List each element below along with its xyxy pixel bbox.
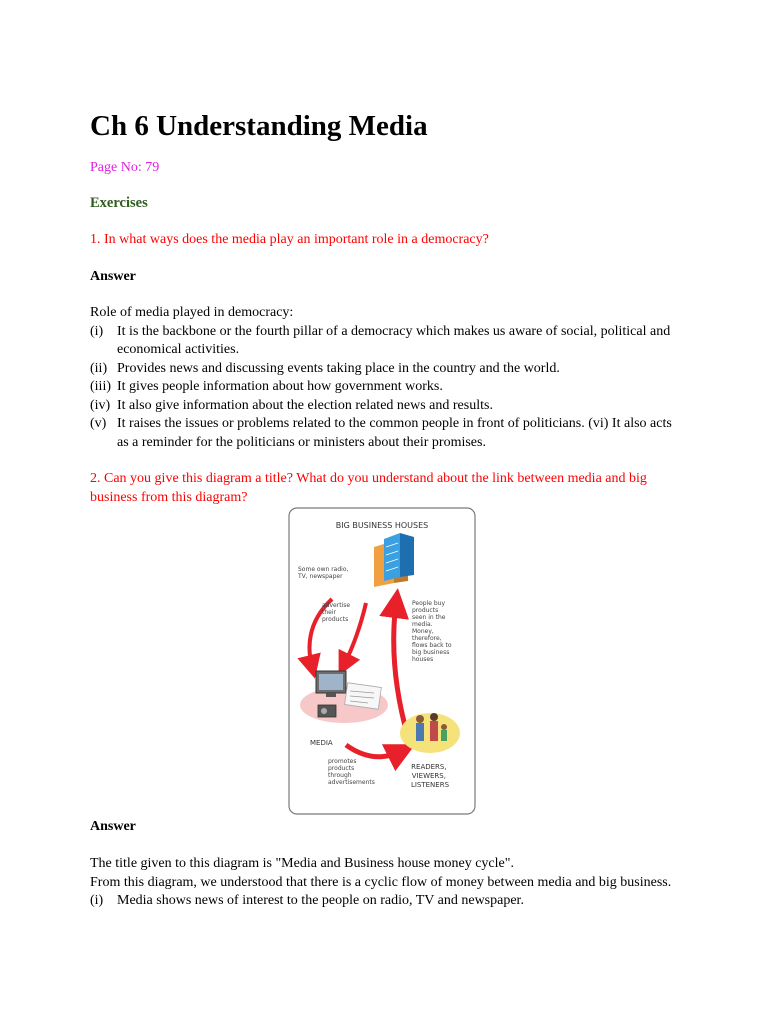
question-1: 1. In what ways does the media play an important role in a democracy?	[90, 232, 489, 247]
media-label: MEDIA	[310, 739, 333, 747]
people-icon	[400, 713, 460, 753]
list-item-number: (v)	[90, 416, 107, 431]
list-item-text: It raises the issues or problems related to the common people in front of politicians. (vi) It also acts as a reminder for the politicians or ministers about their promises.	[117, 416, 672, 450]
list-item-number: (ii)	[90, 360, 108, 376]
diagram-heading: BIG BUSINESS HOUSES	[335, 521, 429, 530]
answer-label-2: Answer	[90, 819, 136, 834]
advertise-label: advertise their products	[322, 602, 351, 623]
list-item-text: It gives people information about how government works.	[117, 379, 443, 394]
answer-1-list	[90, 323, 680, 453]
list-item	[90, 397, 680, 416]
list-item-number: (iii)	[90, 379, 111, 394]
answer-label-1: Answer	[90, 269, 136, 284]
answer-1-body	[90, 304, 680, 452]
answer-1-intro: Role of media played in democracy:	[90, 305, 294, 320]
promotes-label: promotes products through advertisements	[328, 758, 375, 786]
answer-2-body	[90, 855, 680, 911]
list-item-number: (i)	[90, 323, 104, 339]
list-item-text: It is the backbone or the fourth pillar of a democracy which makes us aware of social, political and economical activities.	[117, 323, 671, 357]
question-2: 2. Can you give this diagram a title? What do you understand about the link between media and big business from this diagram?	[90, 471, 647, 505]
list-item-text: Media shows news of interest to the people on radio, TV and newspaper.	[117, 893, 524, 908]
list-item-text: Provides news and discussing events taking place in the country and the world.	[117, 360, 560, 376]
media-business-diagram	[288, 507, 478, 817]
list-item	[90, 892, 680, 911]
list-item	[90, 360, 680, 379]
section-heading: Exercises	[90, 195, 148, 211]
list-item-number: (iv)	[90, 397, 111, 413]
people-buy-label: People buy products seen in the media. Money, therefore, flows back to big business houses	[412, 600, 452, 663]
answer-2-list	[90, 892, 680, 911]
list-item	[90, 415, 680, 452]
list-item-text: It also give information about the election related news and results.	[117, 397, 493, 413]
page-title: Ch 6 Understanding Media	[90, 110, 428, 142]
audience-label: READERS, VIEWERS, LISTENERS	[410, 763, 450, 789]
answer-2-title-line: The title given to this diagram is "Media and Business house money cycle".	[90, 856, 514, 871]
answer-2-paragraph: From this diagram, we understood that there is a cyclic flow of money between media and big business.	[90, 874, 672, 890]
list-item-number: (i)	[90, 893, 104, 908]
list-item	[90, 323, 680, 360]
list-item	[90, 378, 680, 397]
page-number: Page No: 79	[90, 160, 160, 175]
diagram-svg	[288, 507, 478, 817]
own-label: Some own radio, TV, newspaper	[298, 566, 349, 580]
